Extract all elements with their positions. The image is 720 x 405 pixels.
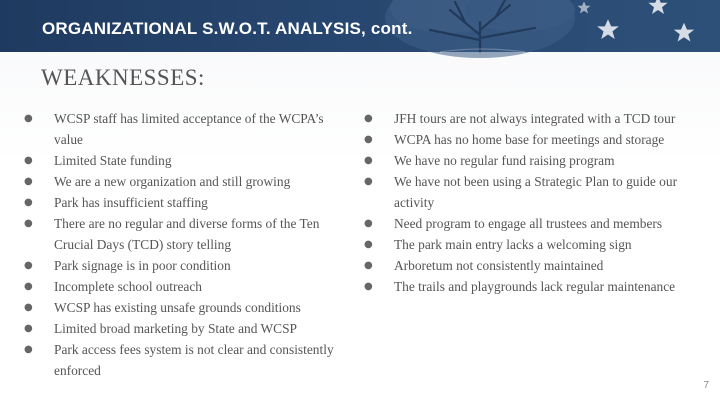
list-item-text: Park has insufficient staffing [54,195,208,210]
bullet-icon: ● [24,323,33,334]
list-item-text: WCSP has existing unsafe grounds conditions [54,300,301,315]
section-title: WEAKNESSES: [41,65,205,90]
bullet-icon: ● [364,239,373,250]
bullet-icon: ● [24,344,33,355]
page-number: 7 [703,380,709,391]
list-item-text: WCSP staff has limited acceptance of the WCPA’s value [54,111,324,147]
bullet-icon: ● [24,218,33,229]
list-item [24,150,354,171]
list-item [364,129,714,150]
weaknesses-list-left [24,108,354,381]
list-item-text: The trails and playgrounds lack regular maintenance [394,279,676,294]
list-item [24,192,354,213]
bullet-icon: ● [364,176,373,187]
list-item-text: Park access fees system is not clear and consistently enforced [54,342,334,378]
list-item-text: We are a new organization and still growing [54,174,291,189]
list-item [24,339,354,381]
bullet-icon: ● [24,155,33,166]
bullet-icon: ● [24,176,33,187]
list-item [24,276,354,297]
list-item [364,150,714,171]
list-item [364,234,714,255]
list-item [24,255,354,276]
list-item [24,318,354,339]
tree-icon [385,0,575,58]
list-item [24,297,354,318]
list-item-text: We have not been using a Strategic Plan to guide our activity [394,174,678,210]
list-item-text: Arboretum not consistently maintained [394,258,604,273]
list-item [24,171,354,192]
list-item [364,108,714,129]
list-item [24,108,354,150]
list-item [364,255,714,276]
bullet-icon: ● [24,281,33,292]
weaknesses-list-right [364,108,714,297]
list-item [364,276,714,297]
bullet-icon: ● [364,134,373,145]
header-title: ORGANIZATIONAL S.W.O.T. ANALYSIS, cont. [42,19,413,38]
bullet-icon: ● [364,155,373,166]
list-item-text: We have no regular fund raising program [394,153,615,168]
list-item-text: Limited State funding [54,153,172,168]
list-item [364,171,714,213]
bullet-icon: ● [364,260,373,271]
bullet-icon: ● [24,302,33,313]
list-item-text: WCPA has no home base for meetings and storage [394,132,665,147]
bullet-icon: ● [24,260,33,271]
list-item [24,213,354,255]
star-icon [577,0,694,41]
list-item-text: Need program to engage all trustees and members [394,216,663,231]
header-banner [0,0,720,52]
list-item [364,213,714,234]
list-item-text: Park signage is in poor condition [54,258,231,273]
bullet-icon: ● [364,218,373,229]
bullet-icon: ● [364,113,373,124]
bullet-icon: ● [24,113,33,124]
bullet-icon: ● [364,281,373,292]
list-item-text: The park main entry lacks a welcoming sign [394,237,632,252]
list-item-text: JFH tours are not always integrated with a TCD tour [394,111,676,126]
bullet-icon: ● [24,197,33,208]
list-item-text: Limited broad marketing by State and WCSP [54,321,297,336]
list-item-text: Incomplete school outreach [54,279,202,294]
tree-and-stars-decoration [330,0,720,100]
list-item-text: There are no regular and diverse forms of the Ten Crucial Days (TCD) story telling [54,216,320,252]
